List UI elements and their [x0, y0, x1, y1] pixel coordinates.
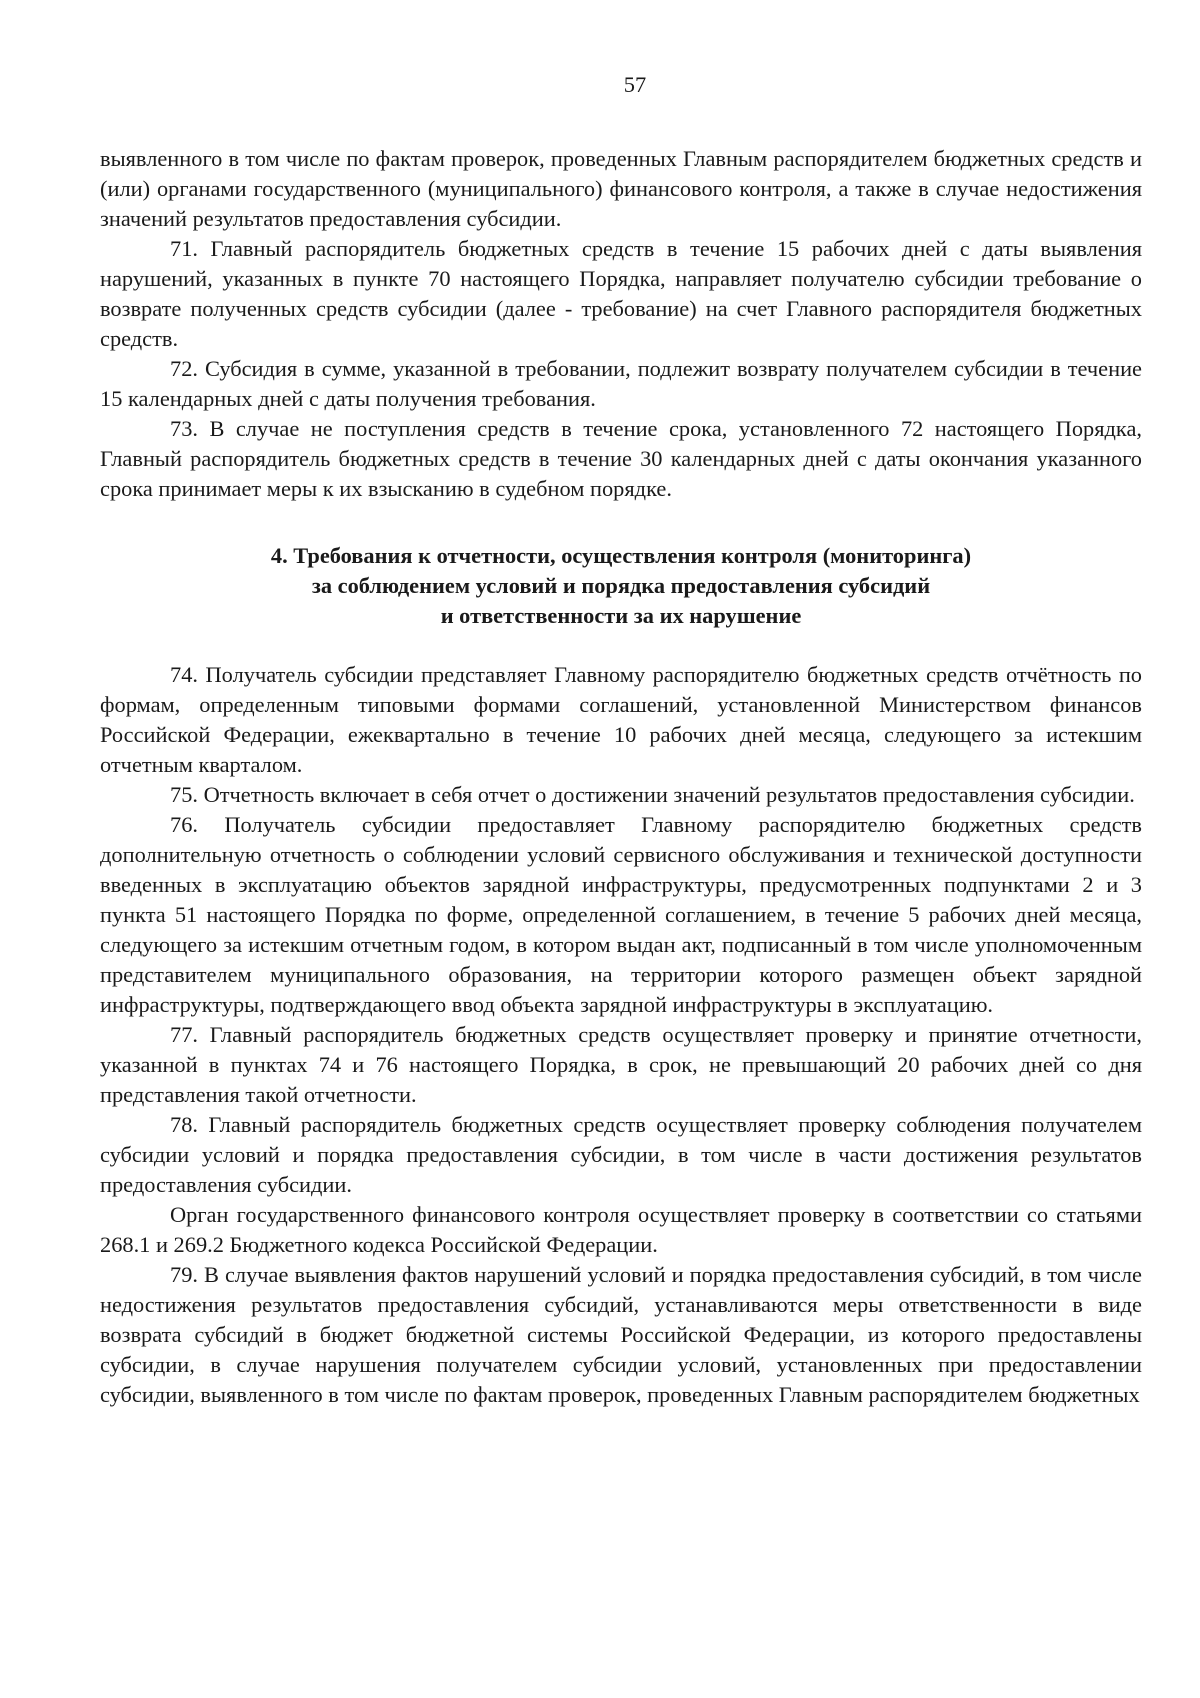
paragraph-73: 73. В случае не поступления средств в течение срока, установленного 72 настоящего Порядка, Главный распорядитель бюджетных средств в течение 30 календарных дней с даты окончания указанного срока принимает меры к их взысканию в судебном порядке.: [100, 416, 1142, 501]
paragraph-77: 77. Главный распорядитель бюджетных средств осуществляет проверку и принятие отчетности, указанной в пунктах 74 и 76 настоящего Порядка, в срок, не превышающий 20 рабочих дней со дня представления такой отчетности.: [100, 1022, 1142, 1107]
section-heading-line-2: за соблюдением условий и порядка предоставления субсидий: [311, 573, 931, 598]
section-heading-line-3: и ответственности за их нарушение: [440, 603, 802, 628]
paragraph-78-control-body: Орган государственного финансового контроля осуществляет проверку в соответствии со статьями 268.1 и 269.2 Бюджетного кодекса Российской Федерации.: [100, 1202, 1142, 1257]
paragraph-78: 78. Главный распорядитель бюджетных средств осуществляет проверку соблюдения получателем субсидии условий и порядка предоставления субсидии, в том числе в части достижения результатов предоставления субсидии.: [100, 1112, 1142, 1197]
paragraph-76: 76. Получатель субсидии предоставляет Главному распорядителю бюджетных средств дополнительную отчетность о соблюдении условий сервисного обслуживания и технической доступности введенных в эксплуатацию объектов зарядной инфраструктуры, предусмотренных подпунктами 2 и 3 пункта 51 настоящего Порядка по форме, определенной соглашением, в течение 5 рабочих дней месяца, следующего за истекшим отчетным годом, в котором выдан акт, подписанный в том числе уполномоченным представителем муниципального образования, на территории которого размещен объект зарядной инфраструктуры, подтверждающего ввод объекта зарядной инфраструктуры в эксплуатацию.: [100, 812, 1142, 1017]
paragraph-79: 79. В случае выявления фактов нарушений условий и порядка предоставления субсидий, в том числе недостижения результатов предоставления субсидий, устанавливаются меры ответственности в виде возврата субсидий в бюджет бюджетной системы Российской Федерации, из которого предоставлены субсидии, в случае нарушения получателем субсидии условий, установленных при предоставлении субсидии, выявленного в том числе по фактам проверок, проведенных Главным распорядителем бюджетных: [100, 1262, 1142, 1407]
paragraph-71: 71. Главный распорядитель бюджетных средств в течение 15 рабочих дней с даты выявления нарушений, указанных в пункте 70 настоящего Порядка, направляет получателю субсидии требование о возврате полученных средств субсидии (далее - требование) на счет Главного распорядителя бюджетных средств.: [100, 236, 1142, 351]
section-heading-line-1: 4. Требования к отчетности, осуществления контроля (мониторинга): [270, 543, 972, 568]
paragraph-75: 75. Отчетность включает в себя отчет о достижении значений результатов предоставления субсидии.: [170, 782, 1135, 807]
document-page: [100, 70, 1142, 1410]
page-number: 57: [623, 72, 647, 97]
section-heading: [100, 541, 1142, 631]
paragraph-74: 74. Получатель субсидии представляет Главному распорядителю бюджетных средств отчётность по формам, определенным типовыми формами соглашений, установленной Министерством финансов Российской Федерации, ежеквартально в течение 10 рабочих дней месяца, следующего за истекшим отчетным кварталом.: [100, 662, 1142, 777]
paragraph-72: 72. Субсидия в сумме, указанной в требовании, подлежит возврату получателем субсидии в течение 15 календарных дней с даты получения требования.: [100, 356, 1142, 411]
paragraph-continuation: выявленного в том числе по фактам проверок, проведенных Главным распорядителем бюджетных средств и (или) органами государственного (муниципального) финансового контроля, а также в случае недостижения значений результатов предоставления субсидии.: [100, 146, 1142, 231]
